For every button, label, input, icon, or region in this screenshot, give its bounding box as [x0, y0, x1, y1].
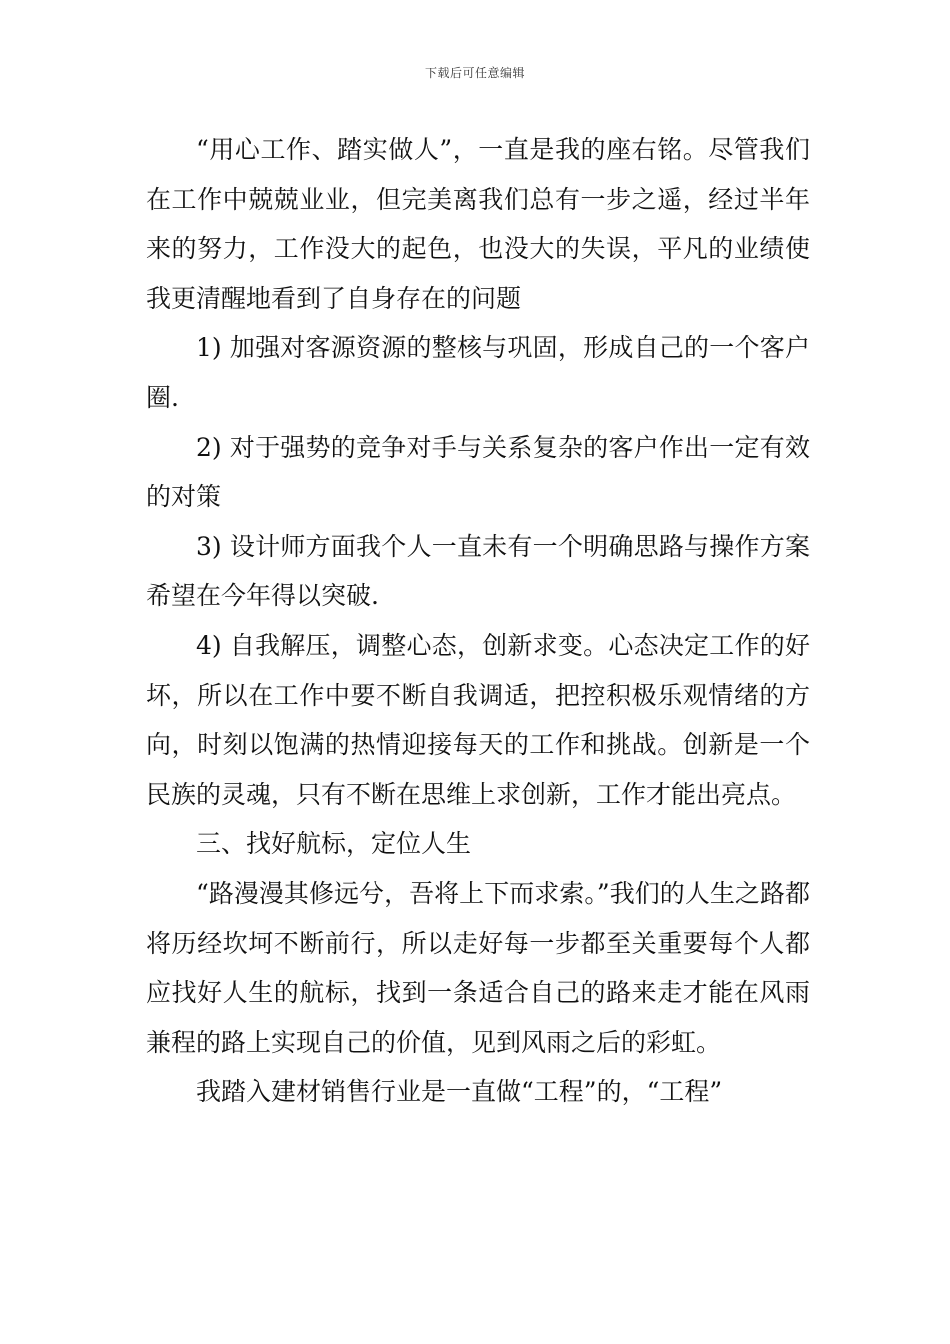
paragraph-item-2: 2) 对于强势的竞争对手与关系复杂的客户作出一定有效的对策 — [146, 432, 810, 512]
paragraph-intro-engineering: 我踏入建材销售行业是一直做“工程”的，“工程” — [196, 1077, 723, 1107]
paragraph-item-4: 4) 自我解压，调整心态，创新求变。心态决定工作的好坏，所以在工作中要不断自我调适，把控积极乐观情绪的方向，时刻以饱满的热情迎接每天的工作和挑战。创新是一个民族的灵魂，只有不断在思维上求创新，工作才能出亮点。 — [146, 630, 810, 809]
document-body — [146, 125, 810, 1117]
paragraph-item-1: 1) 加强对客源资源的整核与巩固，形成自己的一个客户圈. — [146, 333, 810, 412]
paragraph-motto: “用心工作、踏实做人”，一直是我的座右铭。尽管我们在工作中兢兢业业，但完美离我们总有一步之遥，经过半年来的努力，工作没大的起色，也没大的失误，平凡的业绩使我更清醒地看到了自身存在的问题 — [146, 135, 810, 313]
section-heading-3: 三、找好航标，定位人生 — [196, 829, 472, 859]
page-header: 下载后可任意编辑 — [424, 66, 525, 80]
paragraph-item-3: 3) 设计师方面我个人一直未有一个明确思路与操作方案希望在今年得以突破. — [146, 531, 810, 611]
paragraph-quote: “路漫漫其修远兮，吾将上下而求索。”我们的人生之路都将历经坎坷不断前行，所以走好每一步都至关重要每个人都应找好人生的航标，找到一条适合自己的路来走才能在风雨兼程的路上实现自己的价值，见到风雨之后的彩虹。 — [146, 878, 810, 1057]
